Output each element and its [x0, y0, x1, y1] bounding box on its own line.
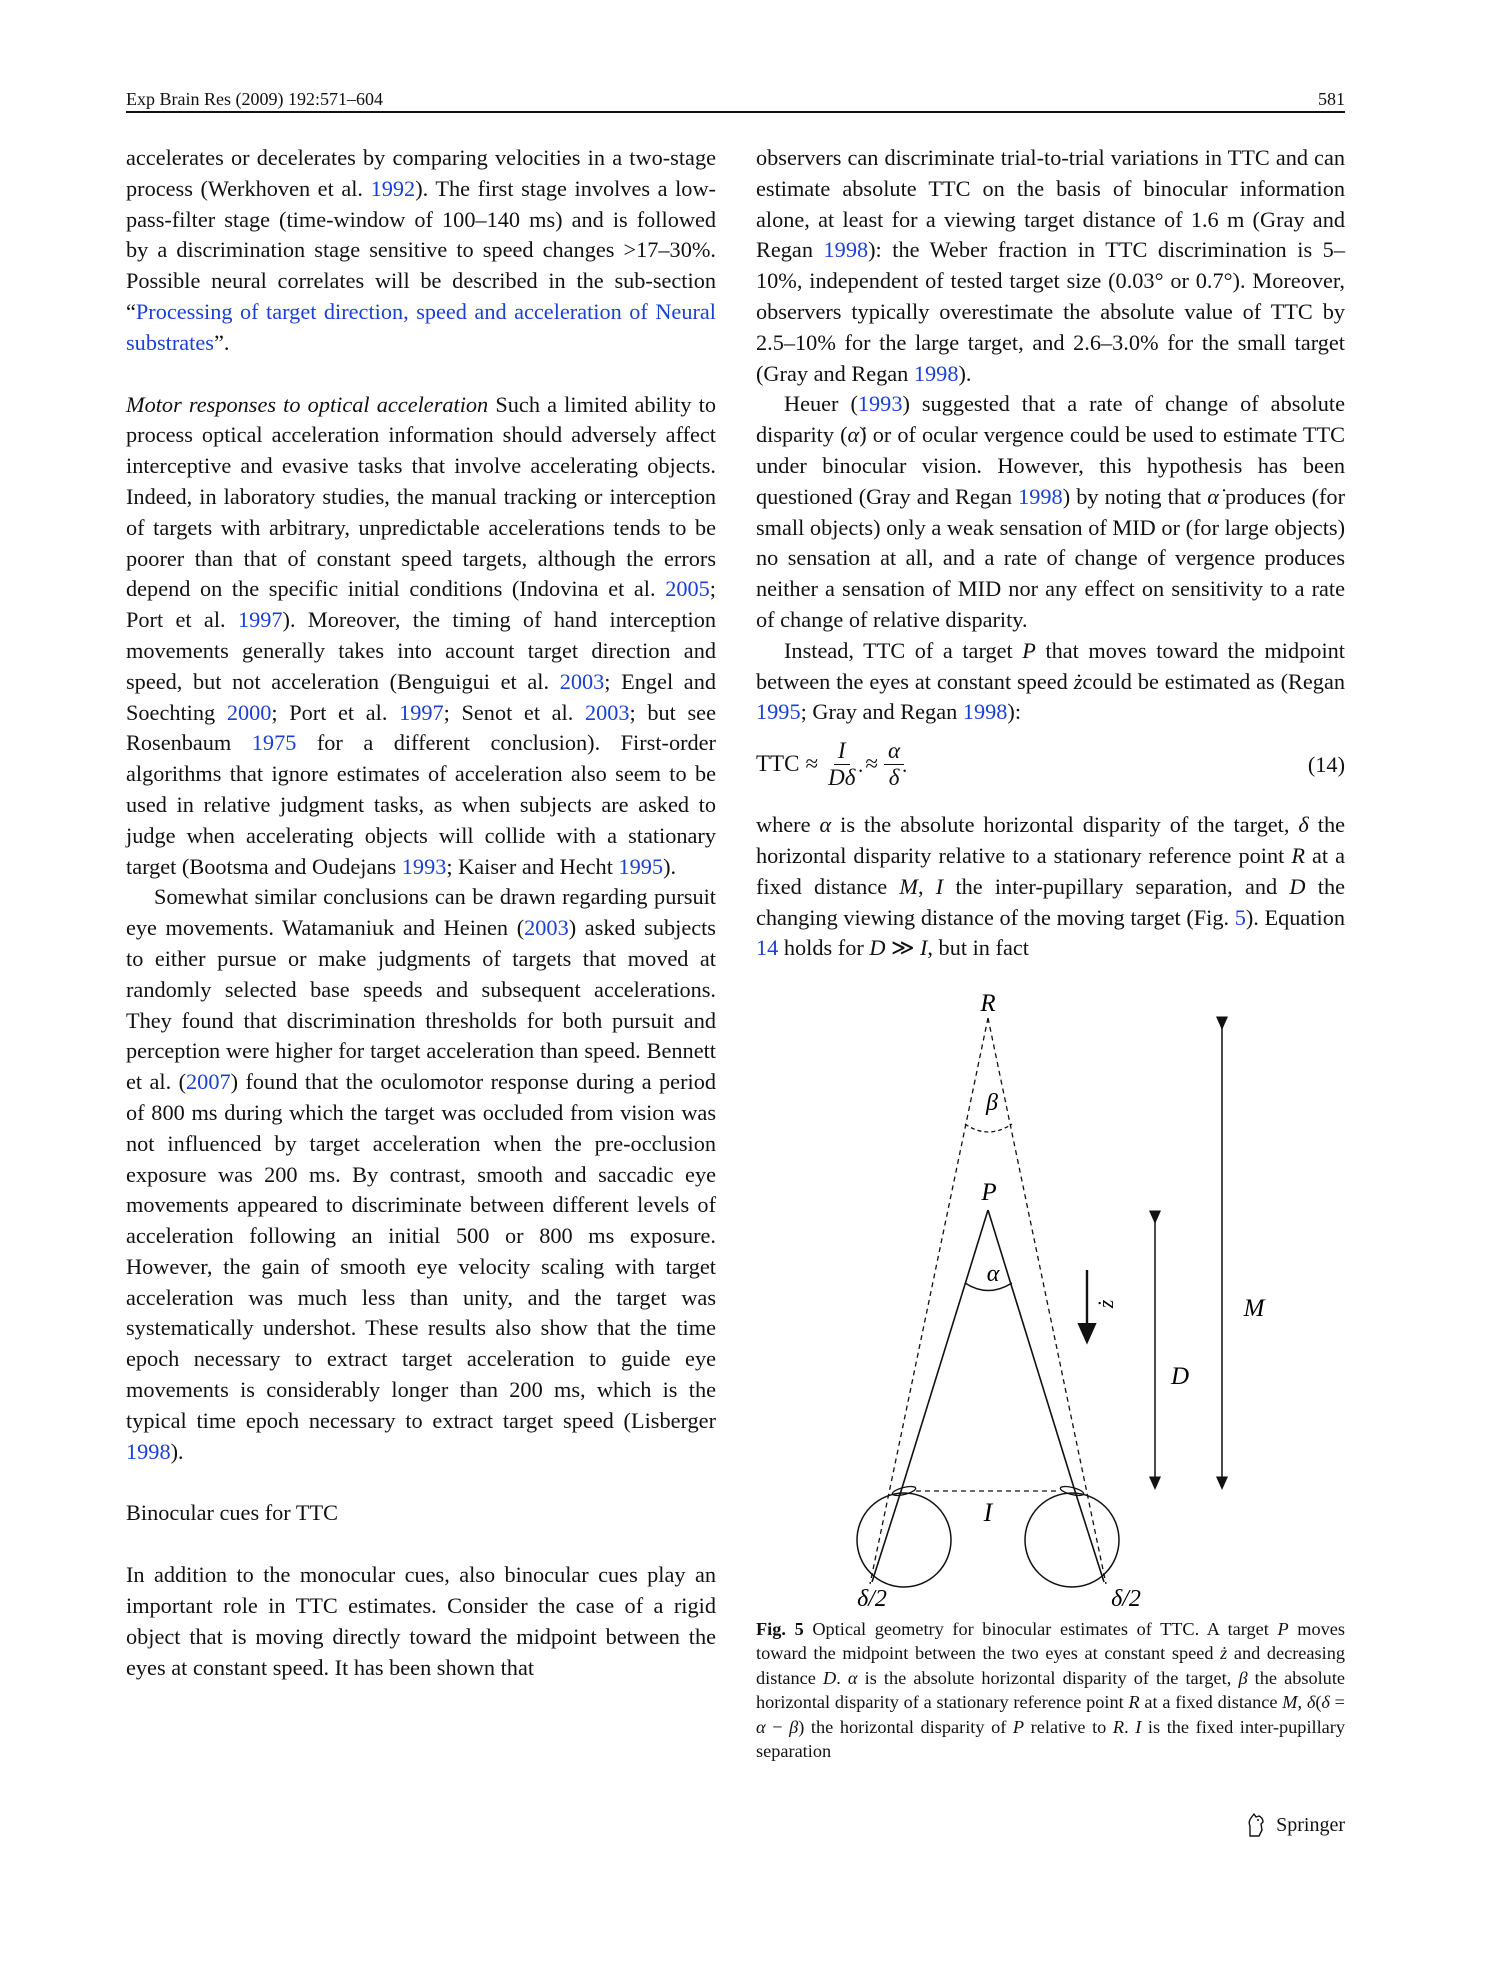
text-run: produces (for small objects) only a weak sensation of MID or (for large objects) no sensation at all, and a rate of change of vergence produces neither a sensation of MID nor any effect on sensitivity to a rate of change of relative disparity. [756, 483, 1346, 632]
text-run: ). [170, 1438, 184, 1464]
text-run: and decreasing distance [756, 1643, 1345, 1688]
text-run: ). Equation [1245, 904, 1345, 930]
journal-citation: Exp Brain Res (2009) 192:571–604 [126, 89, 383, 109]
citation-link[interactable]: 2005 [665, 576, 710, 602]
math-symbol: δ [1321, 1692, 1330, 1713]
label-m: M [1243, 1295, 1265, 1322]
paragraph [756, 389, 1345, 635]
math-symbol: β [1238, 1667, 1248, 1688]
citation-link[interactable]: 1998 [823, 237, 869, 263]
math-symbol: I [919, 935, 928, 961]
text-run: the changing viewing distance of the moving target (Fig. [756, 873, 1345, 930]
math-symbol: ż [1073, 668, 1083, 694]
text-run: ) suggested that a rate of change of absolute disparity ( [756, 391, 1345, 448]
label-p: P [981, 1179, 997, 1206]
text-run: , but in fact [927, 935, 1029, 961]
running-header [126, 80, 1345, 110]
text-run: at a fixed distance [1139, 1692, 1283, 1713]
citation-link[interactable]: 1998 [913, 360, 959, 386]
approx-symbol: ≈ [805, 751, 819, 777]
text-run: − [765, 1716, 790, 1737]
text-run: Optical geometry for binocular estimates of TTC. A target [803, 1619, 1278, 1639]
text-run: ; Senot et al. [443, 699, 585, 725]
citation-link[interactable]: 1995 [756, 699, 801, 725]
math-symbol: α [819, 812, 832, 838]
text-run: ) or of ocular vergence could be used to estimate TTC under binocular vision. However, this hypothesis has been questioned (Gray and Regan [756, 422, 1346, 509]
math-symbol: R [1291, 842, 1305, 868]
math-symbol: ż [1220, 1643, 1228, 1664]
text-run: ). Moreover, the timing of hand interception movements generally takes into account target direction and speed, but not acceleration (Benguigui et al. [126, 607, 716, 694]
label-beta: β [986, 1090, 998, 1116]
left-eye [857, 1493, 951, 1587]
text-run: at a fixed distance [756, 842, 1345, 899]
text-run: ( [1315, 1692, 1322, 1713]
text-run: is the absolute horizontal disparity of the target, [831, 812, 1299, 838]
page-number: 581 [1318, 89, 1345, 109]
approx-symbol: ≈ [865, 751, 879, 777]
text-run: moves toward the midpoint between the two eyes at constant speed [756, 1619, 1345, 1664]
citation-link[interactable]: Processing of target direction, speed and acceleration of Neural substrates [126, 298, 716, 355]
equation-14 [756, 732, 1345, 798]
text-run: Somewhat similar conclusions can be drawn regarding pursuit eye movements. Watamaniuk and Heinen ( [126, 884, 716, 941]
text-run: ). [663, 853, 677, 879]
text-run: Such a limited ability to process optical acceleration information should adversely affect interceptive and evasive tasks that involve accelerating objects. Indeed, in laboratory studies, the manual tracking or interception of targets with arbitrary, unpredictable accelerations tends to be poorer than that of constant speed targets, although the errors depend on the specific initial conditions (Indovina et al. [126, 391, 716, 602]
text-run: ; Port et al. [126, 576, 716, 633]
equation-lhs: TTC [756, 751, 800, 777]
label-delta-right: δ/2 [1111, 1586, 1141, 1606]
text-run: ) asked subjects to either pursue or make judgments of targets that moved at randomly selected base speeds and subsequent accelerations. They found that discrimination thresholds for both pursuit and perception were higher for target acceleration than speed. Bennett et al. ( [126, 915, 716, 1095]
text-run: that moves toward the midpoint between the eyes at constant speed [756, 637, 1345, 694]
text-run: ≫ [885, 935, 920, 961]
text-run: relative to [1024, 1716, 1113, 1737]
citation-link[interactable]: 1997 [399, 699, 444, 725]
text-run: ; Port et al. [271, 699, 400, 725]
math-symbol: R [1128, 1692, 1140, 1713]
text-run: ). The first stage involves a low-pass-filter stage (time-window of 100–140 ms) and is followed by a discrimination stage sensitive to speed changes >17–30%. Possible neural correlates will be described in the sub-section “ [126, 175, 716, 324]
citation-link[interactable]: 14 [756, 935, 779, 961]
optical-geometry-diagram [756, 986, 1345, 1606]
text-run: could be estimated as (Regan [1082, 668, 1345, 694]
citation-link[interactable]: 2003 [524, 915, 569, 941]
citation-link[interactable]: 5 [1234, 904, 1246, 930]
equation-number: (14) [1307, 752, 1345, 778]
citation-link[interactable]: 1995 [618, 853, 664, 879]
text-run: ). [958, 360, 972, 386]
text-run: ) by noting that [1062, 483, 1208, 509]
text-run: Heuer ( [784, 391, 858, 417]
paragraph [756, 636, 1345, 728]
text-run: ; but see Rosenbaum [126, 699, 716, 756]
math-symbol: P [1022, 637, 1036, 663]
right-lens [1060, 1485, 1085, 1498]
text-run: is the fixed inter-pupillary separation [756, 1716, 1346, 1762]
section-title: Binocular cues for TTC [126, 1500, 338, 1526]
math-symbol: I [935, 873, 944, 899]
citation-link[interactable]: 2003 [584, 699, 630, 725]
citation-link[interactable]: 1992 [370, 175, 416, 201]
text-run: ; Engel and Soechting [126, 668, 716, 725]
citation-link[interactable]: 1998 [962, 699, 1008, 725]
math-symbol: M [1282, 1692, 1298, 1713]
math-symbol: α [756, 1716, 766, 1737]
paragraph [126, 390, 716, 883]
text-run: . [836, 1667, 848, 1688]
publisher-logo [1244, 1812, 1345, 1838]
text-run: the horizontal disparity relative to a stationary reference point [756, 812, 1346, 868]
text-run: holds for [778, 935, 870, 961]
fraction [884, 738, 904, 791]
text-run: , [1297, 1692, 1307, 1713]
math-symbol: M [899, 873, 918, 899]
fraction-numerator: α [884, 738, 904, 765]
paragraph [756, 810, 1345, 964]
text-run: = [1329, 1692, 1345, 1713]
paragraph [756, 143, 1345, 389]
math-symbol: D [1289, 873, 1306, 899]
citation-link[interactable]: 2007 [186, 1069, 231, 1095]
left-column [126, 143, 716, 1683]
text-run: ): the Weber fraction in TTC discrimination is 5–10%, independent of tested target size (0.03° or 0.7°). Moreover, observers typically overestimate the absolute value of TTC by 2.5–10% for the large target, and 2.6–3.0% for the small target (Gray and Regan [756, 237, 1345, 386]
figure-label: Fig. 5 [756, 1619, 804, 1639]
text-run: . [1124, 1716, 1136, 1737]
text-run: ; Gray and Regan [800, 699, 963, 725]
figure-caption [756, 1617, 1345, 1763]
label-i: I [983, 1498, 993, 1527]
text-run: where [756, 812, 820, 838]
math-symbol: I [1135, 1716, 1142, 1737]
citation-link[interactable]: 1993 [857, 391, 903, 417]
text-run: for a different conclusion). First-order algorithms that ignore estimates of acceleration also seem to be used in relative judgment tasks, as when subjects are asked to judge when accelerating objects will collide with a stationary target (Bootsma and Oudejans [126, 730, 716, 879]
p-right-ray [988, 1210, 1074, 1488]
fraction-numerator: I [834, 738, 850, 765]
math-symbol: D [869, 935, 886, 961]
text-run: Instead, TTC of a target [784, 637, 1023, 663]
label-alpha: α [986, 1261, 1000, 1287]
citation-link[interactable]: 1997 [237, 607, 283, 633]
citation-link[interactable]: 1998 [1018, 483, 1063, 509]
math-symbol: α̇ [1207, 483, 1219, 509]
right-column [756, 143, 1345, 964]
left-lens [892, 1485, 917, 1498]
fraction [824, 738, 859, 791]
run-in-heading: Motor responses to optical acceleration [126, 391, 489, 417]
citation-link[interactable]: 2003 [559, 668, 605, 694]
figure-5-diagram [756, 986, 1345, 1606]
math-symbol: α̇ [847, 422, 860, 448]
text-run: ”. [213, 329, 230, 355]
text-run: the absolute horizontal disparity of a stationary reference point [756, 1667, 1346, 1713]
beta-arc [965, 1124, 1012, 1132]
fraction-denominator: Dδ̇ [828, 765, 856, 791]
citation-link[interactable]: 1993 [401, 853, 447, 879]
text-run: ): [1007, 699, 1022, 725]
citation-link[interactable]: 1998 [126, 1438, 171, 1464]
math-symbol: P [1012, 1716, 1025, 1737]
label-d: D [1170, 1363, 1190, 1390]
paragraph [126, 1560, 716, 1683]
text-run: , [917, 873, 936, 899]
text-run: the inter-pupillary separation, and [943, 873, 1290, 899]
label-r: R [980, 990, 996, 1017]
math-symbol: δ [1306, 1692, 1316, 1713]
text-run: In addition to the monocular cues, also binocular cues play an important role in TTC estimates. Consider the case of a rigid object that is moving directly toward the midpoint between the eyes at constant speed. It has been shown that [126, 1562, 716, 1680]
right-eye [1025, 1493, 1119, 1587]
fraction-denominator: δ̇ [888, 765, 900, 791]
text-run: observers can discriminate trial-to-trial variations in TTC and can estimate absolute TTC on the basis of binocular information alone, at least for a viewing target distance of 1.6 m (Gray and Regan [756, 145, 1345, 263]
text-run: ) the horizontal disparity of [798, 1716, 1013, 1737]
r-right-ray [988, 1018, 1106, 1584]
text-run: ; Kaiser and Hecht [446, 853, 619, 879]
citation-link[interactable]: 2000 [226, 699, 272, 725]
citation-link[interactable]: 1975 [251, 730, 297, 756]
text-run: ) found that the oculomotor response during a period of 800 ms during which the target was occluded from vision was not influenced by target acceleration when the pre-occlusion exposure was 200 ms. By contrast, smooth and saccadic eye movements appeared to discriminate between different levels of acceleration following an initial 500 or 800 ms exposure. However, the gain of smooth eye velocity scaling with target acceleration was much less than unity, and the target was systematically undershot. These results also show that the time epoch necessary to extract target acceleration to guide eye movements is considerably longer than 200 ms, which is the typical time epoch necessary to extract target speed (Lisberger [126, 1069, 716, 1433]
r-left-ray [870, 1018, 988, 1584]
paragraph [126, 143, 716, 359]
label-zdot: ż [1093, 1299, 1118, 1309]
p-left-ray [902, 1210, 988, 1488]
paragraph [126, 882, 716, 1467]
text-run: is the absolute horizontal disparity of the target, [857, 1667, 1239, 1688]
label-delta-left: δ/2 [857, 1586, 887, 1606]
text-run: accelerates or decelerates by comparing velocities in a two-stage process (Werkhoven et al. [126, 145, 716, 201]
publisher-name: Springer [1276, 1813, 1345, 1836]
math-symbol: R [1112, 1716, 1125, 1737]
springer-horse-icon [1244, 1812, 1268, 1838]
header-rule [126, 111, 1345, 113]
math-symbol: α [847, 1667, 858, 1688]
math-symbol: β [789, 1716, 799, 1737]
math-symbol: δ [1298, 812, 1309, 838]
math-symbol: P [1277, 1619, 1289, 1639]
math-symbol: D [823, 1667, 837, 1688]
